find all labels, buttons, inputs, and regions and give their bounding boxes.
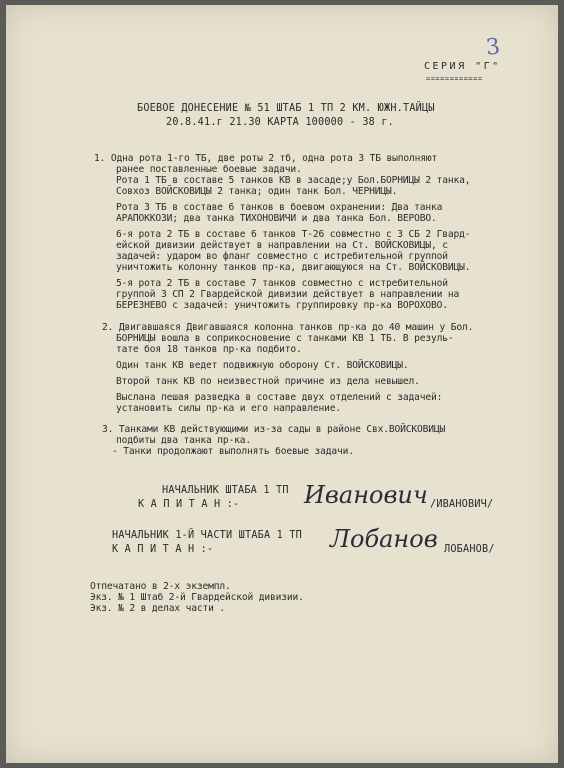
chief-part-signature: Лобанов <box>330 525 438 553</box>
body-line: АРАПОККОЗИ; два танка ТИХОНОВИЧИ и два танка Бол. ВЕРОВО. <box>116 213 437 224</box>
body-line: ранее поставленные боевые задачи. <box>116 164 302 175</box>
chief-part-title: НАЧАЛЬНИК 1-Й ЧАСТИ ШТАБА 1 ТП <box>112 530 303 541</box>
body-line: 5-я рота 2 ТБ в составе 7 танков совместно с истребительной <box>116 278 448 289</box>
body-line: 1. Одна рота 1-го ТБ, две роты 2 тб, одна рота 3 ТБ выполняют <box>94 153 438 164</box>
copy-2-note: Экз. № 2 в делах части . <box>90 603 226 614</box>
chief-part-name: ЛОБАНОВ/ <box>444 544 495 555</box>
document-title: БОЕВОЕ ДОНЕСЕНИЕ № 51 ШТАБ 1 ТП 2 КМ. ЮЖН.ТАЙЦЫ <box>137 103 435 114</box>
body-line: уничтожить колонну танков пр-ка, двигающуюся на Ст. ВОЙСКОВИЦЫ. <box>116 262 471 273</box>
chief-of-staff-name: /ИВАНОВИЧ/ <box>430 499 494 510</box>
body-line: Второй танк КВ по неизвестной причине из дела невышел. <box>116 376 420 387</box>
series-label: СЕРИЯ "Г" <box>424 61 501 72</box>
chief-part-rank: К А П И Т А Н :- <box>112 544 214 555</box>
body-line: Рота 3 ТБ в составе 6 танков в боевом охранении: Два танка <box>116 202 443 213</box>
body-line: Один танк КВ ведет подвижную оборону Ст. ВОЙСКОВИЦЫ. <box>116 360 409 371</box>
body-line: Совхоз ВОЙСКОВИЦЫ 2 танка; один танк Бол. ЧЕРНИЦЫ. <box>116 186 398 197</box>
body-line: БОРНИЦЫ вошла в соприкосновение с танками КВ 1 ТБ. В резуль- <box>116 333 454 344</box>
body-line: 3. Танками КВ действующими из-за сады в районе Свх.ВОЙСКОВИЦЫ <box>102 424 446 435</box>
copies-note: Отпечатано в 2-х экземпл. <box>90 581 231 592</box>
pencil-page-number: 3 <box>484 34 502 61</box>
body-line: задачей: ударом во фланг совместно с истребительной группой <box>116 251 448 262</box>
body-line: группой 3 СП 2 Гвардейской дивизии действует в направлении на <box>116 289 460 300</box>
body-line: - Танки продолжают выполнять боевые задачи. <box>112 446 354 457</box>
body-line: Рота 1 ТБ в составе 5 танков КВ в засаде;у Бол.БОРНИЦЫ 2 танка, <box>116 175 471 186</box>
body-line: подбиты два танка пр-ка. <box>116 435 252 446</box>
body-line: установить силы пр-ка и его направление. <box>116 403 342 414</box>
body-line: тате боя 18 танков пр-ка подбито. <box>116 344 302 355</box>
body-line: 6-я рота 2 ТБ в составе 6 танков Т-26 совместно с 3 СБ 2 Гвард- <box>116 229 471 240</box>
body-line: БЕРЕЗНЕВО с задачей: уничтожить группировку пр-ка ВОРОХОВО. <box>116 300 448 311</box>
body-line: 2. Двигавшаяся Двигавшаяся колонна танков пр-ка до 40 машин у Бол. <box>102 322 474 333</box>
copy-1-note: Экз. № 1 Штаб 2-й Гвардейской дивизии. <box>90 592 304 603</box>
body-line: ейской дивизии действует в направлении на Ст. ВОЙСКОВИЦЫ, с <box>116 240 448 251</box>
series-underline: ============ <box>426 75 483 83</box>
chief-of-staff-rank: К А П И Т А Н :- <box>138 499 240 510</box>
body-line: Выслана пешая разведка в составе двух отделений с задачей: <box>116 392 443 403</box>
document-page <box>6 5 558 763</box>
document-date-line: 20.8.41.г 21.30 КАРТА 100000 - 38 г. <box>166 117 395 128</box>
chief-of-staff-title: НАЧАЛЬНИК ШТАБА 1 ТП <box>162 485 289 496</box>
chief-of-staff-signature: Иванович <box>304 481 428 509</box>
